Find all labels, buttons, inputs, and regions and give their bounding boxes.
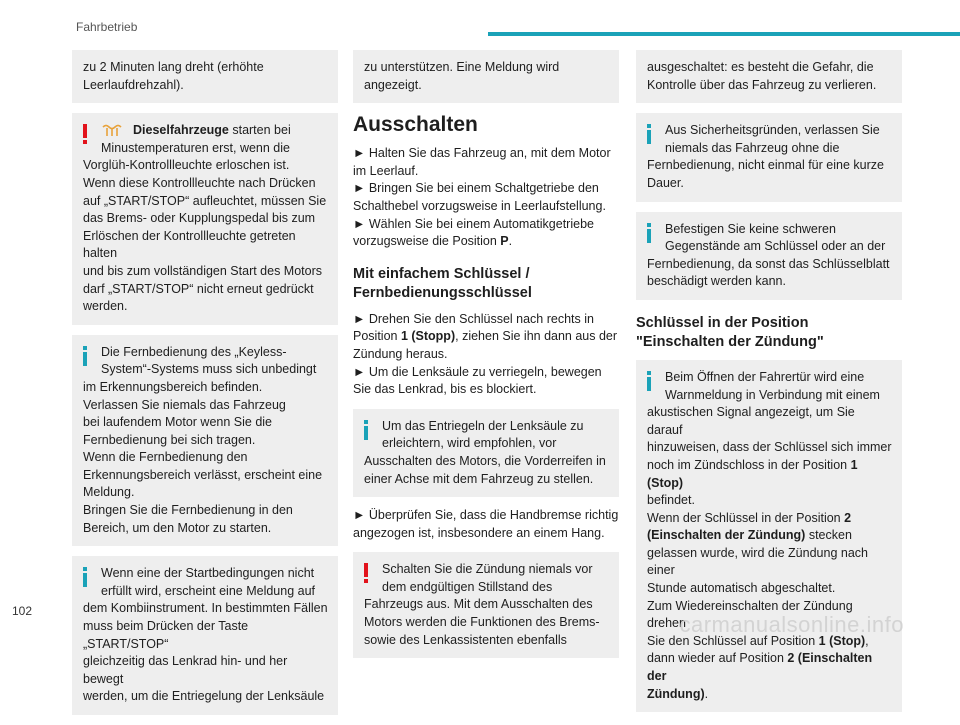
text-line: System“-Systems muss sich unbedingt [101, 362, 317, 377]
text-line: Sie den Schlüssel auf Position 1 (Stop), [647, 633, 869, 648]
text-line: befindet. [647, 493, 695, 508]
keyless-info-box [72, 335, 338, 547]
text-line: angezogen ist, insbesondere an einem Hang. [353, 525, 605, 540]
text-line: Wenn eine der Startbedingungen nicht [101, 566, 315, 581]
text-line: Minustemperaturen erst, wenn die [101, 140, 290, 155]
text-line: gelassen wurde, wird die Zündung nach einer [647, 545, 868, 578]
text-line: Sie das Lenkrad, bis es blockiert. [353, 382, 537, 397]
text-line: Gegenstände am Schlüssel oder an der [665, 239, 886, 254]
text-line: darf „START/STOP“ nicht erneut gedrückt [83, 281, 314, 296]
text-line: Wenn der Schlüssel in der Position 2 [647, 510, 852, 525]
text-line: Erlöschen der Kontrollleuchte getreten halten [83, 228, 296, 261]
steering-unlock-info-box [353, 409, 619, 497]
info-icon [83, 346, 87, 366]
text-line: Beim Öffnen der Fahrertür wird eine [665, 369, 865, 384]
text-line: Um das Entriegeln der Lenksäule zu [382, 418, 584, 433]
warning-exclamation-icon [83, 124, 87, 144]
text-line: Schalthebel vorzugsweise in Leerlaufstellung. [353, 198, 606, 213]
text-line: muss beim Drücken der Taste „START/STOP“ [83, 619, 249, 651]
text-line: ausgeschaltet: es besteht die Gefahr, die [647, 60, 874, 74]
info-icon [647, 124, 651, 144]
text-line: beschädigt werden kann. [647, 274, 786, 289]
text-line: dem Kombiinstrument. In bestimmten Fällen [83, 601, 328, 616]
section-heading-ausschalten: Ausschalten [353, 113, 478, 137]
text-line: Fernbedienung, nicht einmal für eine kurze [647, 158, 884, 173]
text-line: (Einschalten der Zündung) stecken [647, 528, 852, 543]
text-line: Fernbedienung, da sonst das Schlüsselblatt [647, 256, 890, 271]
text-line: Vorglüh-Kontrollleuchte erloschen ist. [83, 158, 290, 173]
diesel-warning-box [72, 113, 338, 325]
info-icon [83, 567, 87, 587]
continued-note-box [72, 50, 338, 103]
text-line: Die Fernbedienung des „Keyless- [101, 344, 287, 359]
text-line: auf „START/STOP“ aufleuchtet, müssen Sie [83, 193, 327, 208]
safety-info-box [636, 113, 902, 201]
text-line: noch im Zündschloss in der Position 1 (Stop) [647, 457, 858, 490]
text-line: erleichtern, wird empfohlen, vor [382, 436, 557, 451]
text-line: ► Überprüfen Sie, dass die Handbremse richtig [353, 508, 619, 523]
text-line: zu unterstützen. Eine Meldung wird [364, 60, 560, 74]
text-line: Fahrzeugs aus. Mit dem Ausschalten des [364, 597, 593, 612]
text-line: Motors werden die Funktionen des Brems- [364, 615, 600, 630]
key-steps [353, 311, 619, 399]
glow-plug-icon [101, 124, 123, 138]
ignition-off-warning-box [353, 552, 619, 658]
shutdown-steps [353, 145, 619, 251]
text-line: niemals das Fahrzeug ohne die [665, 140, 840, 155]
text-line: zu 2 Minuten lang dreht (erhöhte [83, 60, 264, 74]
text-line: dann wieder auf Position 2 (Einschalten der [647, 651, 873, 684]
running-header: Fahrbetrieb [76, 20, 138, 34]
text-line: angezeigt. [364, 77, 422, 92]
text-line: vorzugsweise die Position P. [353, 234, 513, 249]
text-line: ► Um die Lenksäule zu verriegeln, bewegen [353, 364, 602, 379]
text-line: das Brems- oder Kupplungspedal bis zum [83, 211, 316, 226]
text-line: sowie des Lenkassistenten ebenfalls [364, 632, 567, 647]
text-line: einer Achse mit dem Fahrzeug zu stellen. [364, 471, 594, 486]
text-line: Ausschalten des Motors, die Vorderreifen in [364, 453, 606, 468]
text-line: Stunde automatisch abgeschaltet. [647, 581, 836, 596]
text-line: Dieselfahrzeuge starten bei [133, 123, 291, 138]
text-line: Bereich, um den Motor zu starten. [83, 520, 272, 535]
text-line: werden. [83, 299, 128, 314]
heavy-objects-info-box [636, 212, 902, 300]
text-line: Wenn diese Kontrollleuchte nach Drücken [83, 175, 316, 190]
text-line: Warnmeldung in Verbindung mit einem [665, 387, 880, 402]
text-line: erfüllt wird, erscheint eine Meldung auf [101, 583, 316, 598]
text-line: Leerlaufdrehzahl). [83, 77, 184, 92]
column-1 [72, 50, 338, 725]
start-conditions-info-box [72, 556, 338, 715]
text-line: ► Halten Sie das Fahrzeug an, mit dem Motor [353, 146, 611, 161]
continued-note-box [636, 50, 902, 103]
text-line: Erkennungsbereich verlässt, erscheint eine [83, 467, 323, 482]
text-line: Zum Wiedereinschalten der Zündung drehen [647, 598, 853, 631]
text-line: im Erkennungsbereich befinden. [83, 379, 263, 394]
header-accent-bar [488, 32, 960, 36]
text-line: Fernbedienung bei sich tragen. [83, 432, 256, 447]
info-icon [364, 420, 368, 440]
text-line: im Leerlauf. [353, 163, 419, 178]
text-line: Position 1 (Stopp), ziehen Sie ihn dann aus der [353, 329, 618, 344]
text-line: ► Wählen Sie bei einem Automatikgetriebe [353, 216, 594, 231]
text-line: Zündung). [647, 686, 709, 701]
text-line: und bis zum vollständigen Start des Motors [83, 263, 323, 278]
text-line: Befestigen Sie keine schweren [665, 221, 836, 236]
text-line: Dauer. [647, 175, 684, 190]
subheading-simple-key: Mit einfachem Schlüssel / Fernbedienungsschlüssel [353, 265, 532, 301]
text-line: ► Bringen Sie bei einem Schaltgetriebe den [353, 181, 599, 196]
watermark: carmanualsonline.info [679, 612, 904, 637]
text-line: bei laufendem Motor wenn Sie die [83, 415, 273, 430]
bold-term: Dieselfahrzeuge [133, 123, 229, 138]
warning-exclamation-icon [364, 563, 368, 583]
ignition-position-info-box [636, 360, 902, 712]
text-line: werden, um die Entriegelung der Lenksäule [83, 689, 325, 704]
text-line: ► Drehen Sie den Schlüssel nach rechts in [353, 311, 594, 326]
column-2 [353, 50, 619, 668]
subheading-ignition-position: Schlüssel in der Position "Einschalten der Zündung" [636, 314, 824, 350]
handbrake-step [353, 507, 619, 542]
text-line: dem endgültigen Stillstand des [382, 579, 553, 594]
text-line: Wenn die Fernbedienung den [83, 450, 248, 465]
page-number: 102 [12, 604, 33, 618]
text-line: Bringen Sie die Fernbedienung in den [83, 503, 293, 518]
text-line: Zündung heraus. [353, 346, 448, 361]
info-icon [647, 223, 651, 243]
text-line: Schalten Sie die Zündung niemals vor [382, 562, 593, 577]
text-line: hinzuweisen, dass der Schlüssel sich immer [647, 440, 892, 455]
text-line: akustischen Signal angezeigt, um Sie darauf [647, 405, 855, 437]
continued-note-box [353, 50, 619, 103]
text-line: Verlassen Sie niemals das Fahrzeug [83, 397, 286, 412]
text-line: Aus Sicherheitsgründen, verlassen Sie [665, 123, 880, 138]
text-line: gleichzeitig das Lenkrad hin- und her bewegt [83, 654, 288, 686]
info-icon [647, 371, 651, 391]
text-line: Kontrolle über das Fahrzeug zu verlieren. [647, 77, 877, 92]
text-line: Meldung. [83, 485, 135, 500]
